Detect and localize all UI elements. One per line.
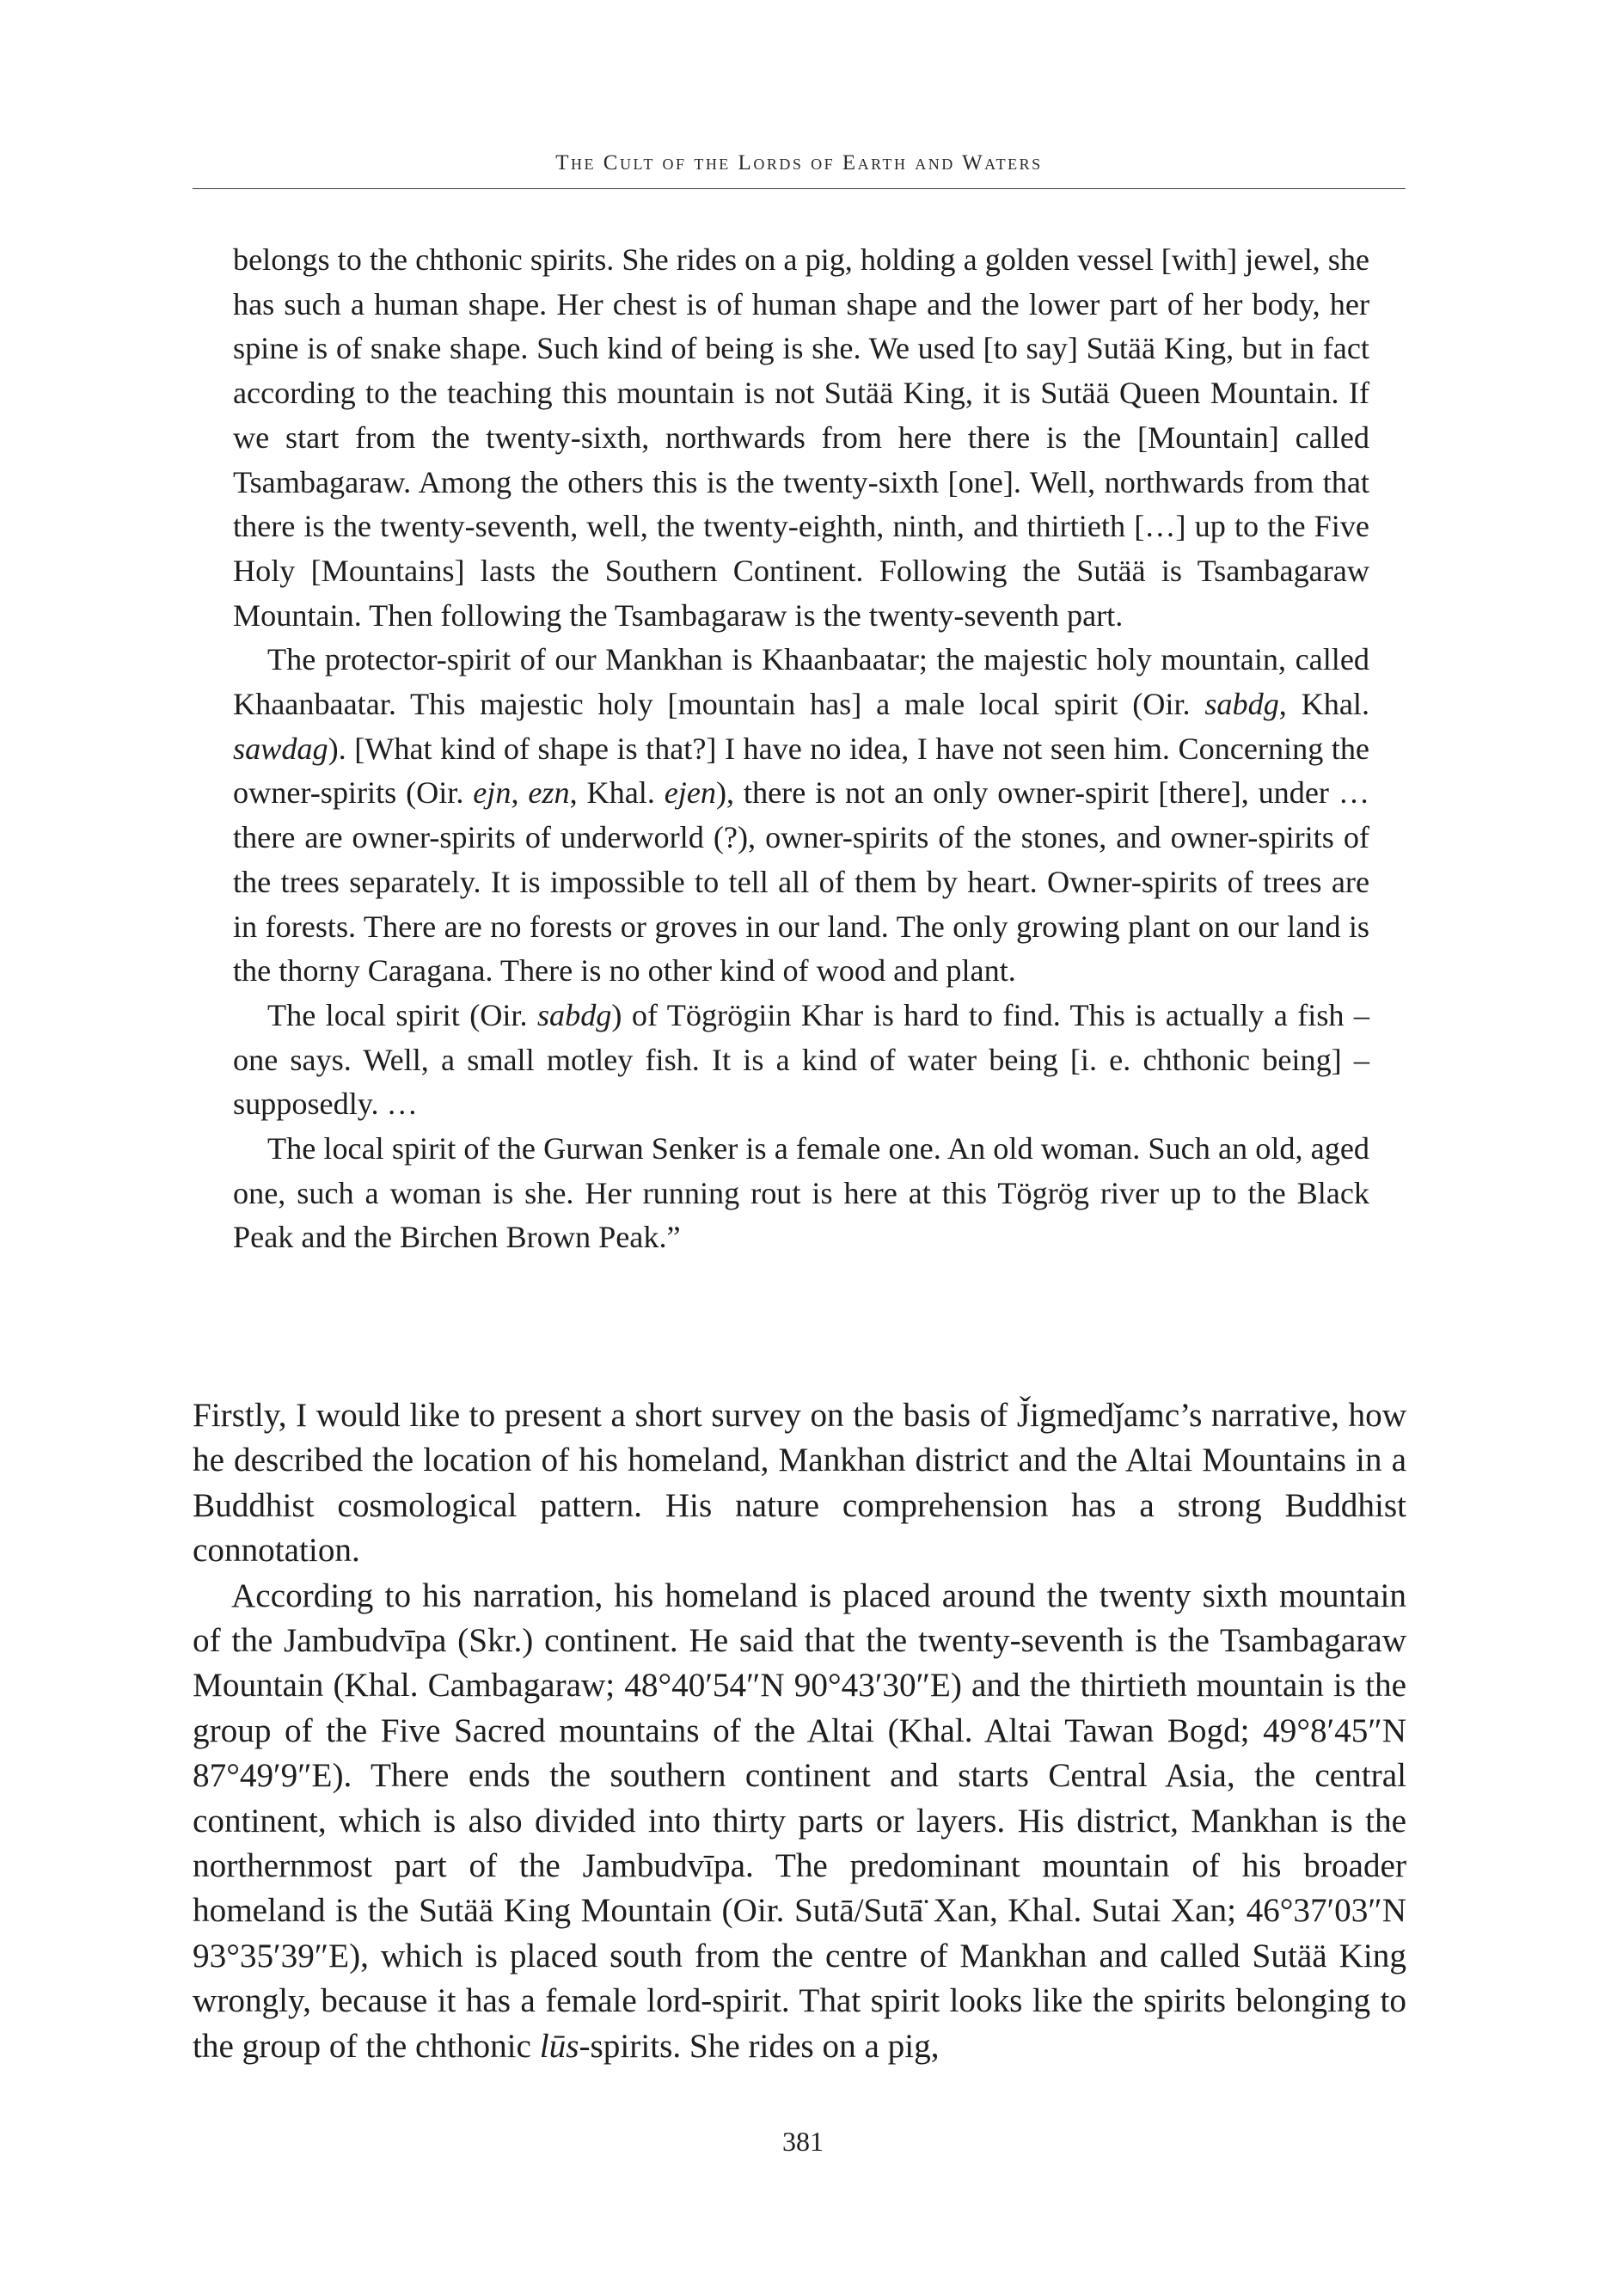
text-run: , Khal. (1278, 687, 1369, 722)
italic-term: ejen (664, 775, 716, 811)
italic-term: sabdg (1204, 687, 1279, 722)
text-run: ), there is not an only owner-spirit [there], under … there are owner-spirits of underworld (?), owner-spirits of the stones, and owner-spirits of the trees separately. It is impossible to tell all of them by heart. Owner-spirits of trees are in forests. There are no forests or groves in our land. The only growing plant on our land is the thorny Caragana. There is no other kind of wood and plant. (233, 775, 1370, 989)
italic-term: ezn (528, 775, 570, 811)
italic-term: ejn (473, 775, 512, 811)
text-run: belongs to the chthonic spirits. She rides on a pig, holding a golden vessel [with] jewel, she has such a human shape. Her chest is of human shape and the lower part of her body, her spine is of snake shape. Such kind of being is she. We used [to say] Sutää King, but in fact according to the teaching this mountain is not Sutää King, it is Sutää Queen Mountain. If we start from the twenty-sixth, northwards from here there is the [Mountain] called Tsambagaraw. Among the others this is the twenty-sixth [one]. Well, northwards from that there is the twenty-seventh, well, the twenty-eighth, ninth, and thirtieth […] up to the Five Holy [Mountains] lasts the Southern Continent. Following the Sutää is Tsambagaraw Mountain. Then following the Tsambagaraw is the twenty-seventh part. (233, 242, 1369, 633)
quote-paragraph (233, 1127, 1369, 1260)
text-run: ) of Tögrögiin Khar is hard to find. This is actually a fish – one says. Well, a small motley fish. It is a kind of water being [i. e. chthonic being] – supposedly. … (233, 997, 1369, 1122)
italic-term: lūs (539, 2027, 579, 2065)
quote-paragraph (233, 238, 1369, 638)
running-header: The Cult of the Lords of Earth and Waters (555, 151, 1043, 174)
page-number: 381 (782, 2126, 824, 2157)
body-paragraph (193, 1393, 1406, 1574)
text-run: Firstly, I would like to present a short survey on the basis of J̌igmedǰamc’s narrative, how he described the location of his homeland, Mankhan district and the Altai Mountains in a Buddhist cosmological pattern. His nature comprehension has a strong Buddhist connotation. (193, 1397, 1406, 1570)
text-run: , (511, 775, 529, 811)
text-run: -spirits. She rides on a pig, (579, 2027, 940, 2065)
italic-term: sabdg (536, 997, 612, 1032)
text-run: The protector-spirit of our Mankhan is Khaanbaatar; the majestic holy mountain, called Khaanbaatar. This majestic holy [mountain has] a male local spirit (Oir. (233, 642, 1369, 722)
italic-term: sawdag (233, 731, 328, 766)
text-run: According to his narration, his homeland is placed around the twenty sixth mountain of the Jambudvīpa (Skr.) continent. He said that the twenty-seventh is the Tsambagaraw Mountain (Khal. Cambagaraw; 48°40′54″N 90°43′30″E) and the thirtieth mountain is the group of the Five Sacred mountains of the Altai (Khal. Altai Tawan Bogd; 49°8′45″N 87°49′9″E). There ends the southern continent and starts Central Asia, the central continent, which is also divided into thirty parts or layers. His district, Mankhan is the northernmost part of the Jambudvīpa. The predominant mountain of his broader homeland is the Sutää King Mountain (Oir. Sutā/Sutā̈ Xan, Khal. Sutai Xan; 46°37′03″N 93°35′39″E), which is placed south from the centre of Mankhan and called Sutää King wrongly, because it has a female lord-spirit. That spirit looks like the spirits belonging to the group of the chthonic (193, 1577, 1406, 2065)
header-rule (193, 188, 1406, 189)
block-quote (233, 238, 1369, 1260)
quote-paragraph (233, 638, 1369, 994)
text-run: The local spirit (Oir. (267, 997, 537, 1032)
text-run: , Khal. (569, 775, 665, 811)
body-paragraph (193, 1574, 1406, 2069)
text-run: ). [What kind of shape is that?] I have no idea, I have not seen him. Concerning the owner-spirits (Oir. (233, 731, 1369, 811)
body-text (193, 1393, 1406, 2069)
text-run: The local spirit of the Gurwan Senker is a female one. An old woman. Such an old, aged one, such a woman is she. Her running rout is here at this Tögrög river up to the Black Peak and the Birchen Brown Peak.” (233, 1131, 1369, 1255)
quote-paragraph (233, 994, 1369, 1127)
